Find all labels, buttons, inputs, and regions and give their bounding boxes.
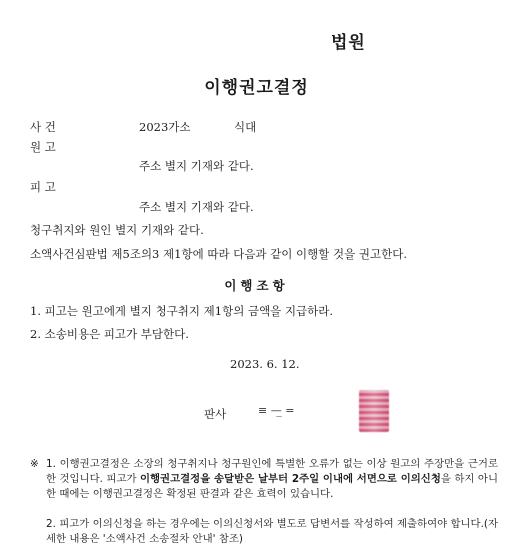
notice-item-1 bbox=[46, 457, 498, 502]
notice-1-text-c: 을 하지 아니한 때에는 이행권고결정은 확정된 판결과 같은 효력이 있습니다. bbox=[46, 473, 498, 500]
defendant-label: 피 고 bbox=[30, 180, 56, 194]
judge-name-redacted: ≡ —̲ = bbox=[258, 404, 295, 417]
judge-seal-stamp bbox=[359, 390, 389, 432]
notice-mark: ※ bbox=[30, 458, 39, 470]
case-name: 식대 bbox=[234, 120, 257, 134]
clause-item-1: 1. 피고는 원고에게 별지 청구취지 제1항의 금액을 지급하라. bbox=[30, 304, 334, 318]
case-number: 2023가소 bbox=[139, 120, 191, 134]
judge-label: 판사 bbox=[204, 407, 227, 421]
section-heading: 이행조항 bbox=[224, 278, 289, 293]
plaintiff-label: 원 고 bbox=[30, 140, 56, 154]
claim-statement: 청구취지와 원인 별지 기재와 같다. bbox=[30, 223, 204, 237]
clause-item-2: 2. 소송비용은 피고가 부담한다. bbox=[30, 327, 189, 341]
document-title: 이행권고결정 bbox=[204, 78, 309, 98]
recommendation-statement: 소액사건심판법 제5조의3 제1항에 따라 다음과 같이 이행할 것을 권고한다. bbox=[30, 247, 408, 261]
notice-item-2: 2. 피고가 이의신청을 하는 경우에는 이의신청서와 별도로 답변서를 작성하여 제출하여야 합니다.(자세한 내용은 '소액사건 소송절차 안내' 참조) bbox=[46, 518, 498, 545]
notice-1-emphasis: 이행권고결정을 송달받은 날부터 2주일 이내에 서면으로 이의신청 bbox=[139, 473, 441, 485]
case-label: 사 건 bbox=[30, 120, 56, 134]
notice-1-text-a: 1. 이행권고결정은 소장의 청구취지나 청구원인에 특별한 오류가 없는 이상 원고의 주장만을 근거로 한 것입니다. 피고가 bbox=[46, 458, 498, 485]
decision-date: 2023. 6. 12. bbox=[230, 357, 300, 371]
defendant-address: 주소 별지 기재와 같다. bbox=[139, 200, 254, 214]
court-name: 법원 bbox=[331, 33, 366, 53]
plaintiff-address: 주소 별지 기재와 같다. bbox=[139, 159, 254, 173]
